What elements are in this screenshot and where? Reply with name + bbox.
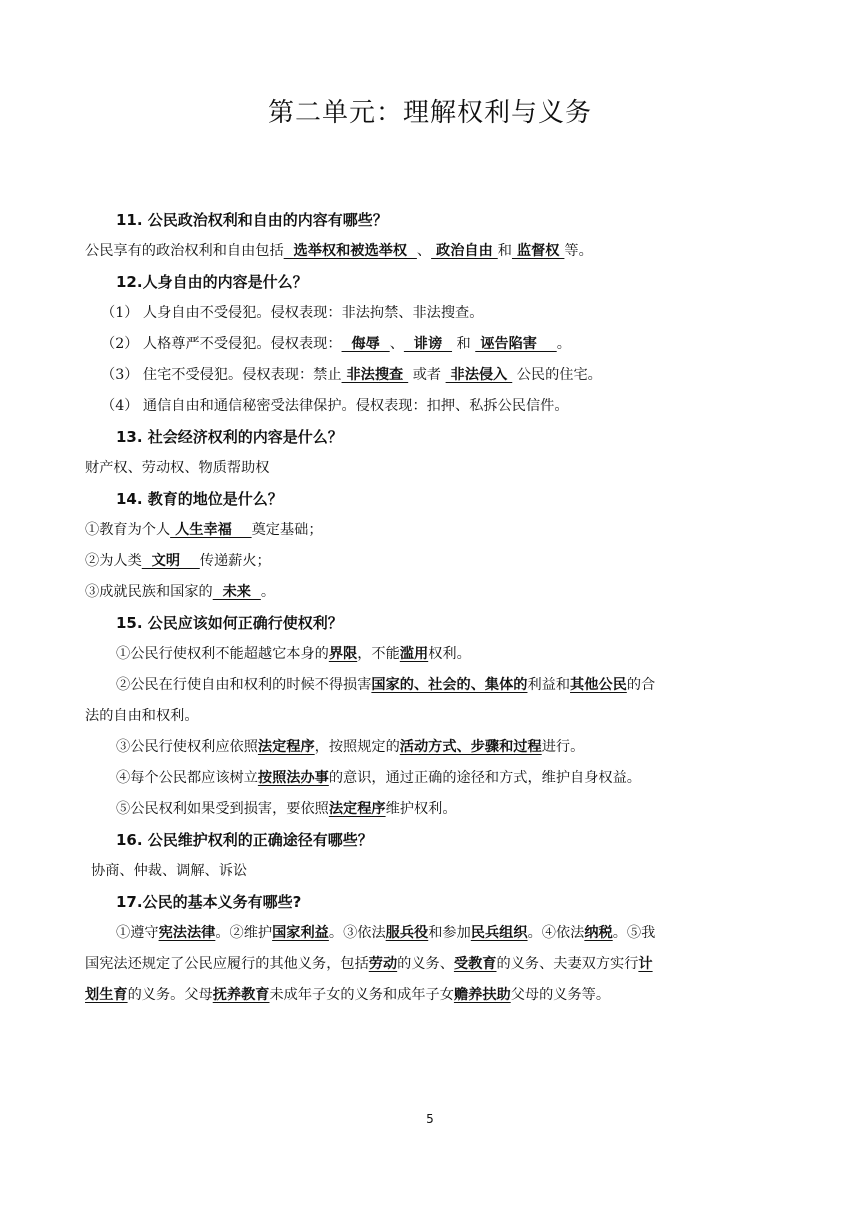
question-12: 12.人身自由的内容是什么？ <box>116 273 308 291</box>
answer-15-line-4: ④每个公民都应该树立按照法办事的意识，通过正确的途径和方式，维护自身权益。 <box>116 770 641 786</box>
answer-14-line-2: ②为人类 文明 传递薪火； <box>85 553 271 569</box>
page-title: 第二单元：理解权利与义务 <box>267 98 592 128</box>
answer-14-line-1: ①教育为个人 人生幸福 奠定基础； <box>85 522 323 538</box>
answer-15-line-3: ③公民行使权利应依照法定程序，按照规定的活动方式、步骤和过程进行。 <box>116 739 585 755</box>
answer-11: 公民享有的政治权利和自由包括 选举权和被选举权 、 政治自由 和 监督权 等。 <box>85 243 593 259</box>
document-body <box>85 205 780 1011</box>
page-number: 5 <box>426 1112 434 1126</box>
answer-17-line-3: 划生育的义务。父母抚养教育未成年子女的义务和成年子女赡养扶助父母的义务等。 <box>85 987 611 1003</box>
answer-17-line-2: 国宪法还规定了公民应履行的其他义务，包括劳动的义务、受教育的义务、夫妻双方实行计 <box>85 956 653 972</box>
answer-12-line-3: （3） 住宅不受侵犯。侵权表现：禁止 非法搜查 或者 非法侵入 公民的住宅。 <box>101 367 602 383</box>
answer-12-line-2: （2） 人格尊严不受侵犯。侵权表现： 侮辱 、 诽谤 和 诬告陷害 。 <box>101 336 571 352</box>
question-14: 14. 教育的地位是什么？ <box>116 490 283 508</box>
answer-15-line-1: ①公民行使权利不能超越它本身的界限，不能滥用权利。 <box>116 646 471 662</box>
answer-17-line-1: ①遵守宪法法律。②维护国家利益。③依法服兵役和参加民兵组织。④依法纳税。⑤我 <box>116 925 656 941</box>
question-16: 16. 公民维护权利的正确途径有哪些？ <box>116 831 373 849</box>
answer-15-line-2: ②公民在行使自由和权利的时候不得损害国家的、社会的、集体的利益和其他公民的合 <box>116 677 656 693</box>
question-15: 15. 公民应该如何正确行使权利？ <box>116 614 343 632</box>
answer-12-line-4: （4） 通信自由和通信秘密受法律保护。侵权表现：扣押、私拆公民信件。 <box>101 398 569 414</box>
answer-12-line-1: （1） 人身自由不受侵犯。侵权表现：非法拘禁、非法搜查。 <box>101 305 484 321</box>
question-11: 11. 公民政治权利和自由的内容有哪些？ <box>116 211 388 229</box>
answer-13: 财产权、劳动权、物质帮助权 <box>85 460 270 476</box>
answer-15-line-2-cont: 法的自由和权利。 <box>85 708 199 724</box>
answer-16: 协商、仲裁、调解、诉讼 <box>91 863 248 879</box>
answer-14-line-3: ③成就民族和国家的 未来 。 <box>85 584 276 600</box>
question-17: 17.公民的基本义务有哪些? <box>116 893 302 911</box>
question-13: 13. 社会经济权利的内容是什么？ <box>116 428 343 446</box>
answer-15-line-5: ⑤公民权利如果受到损害，要依照法定程序维护权利。 <box>116 801 457 817</box>
